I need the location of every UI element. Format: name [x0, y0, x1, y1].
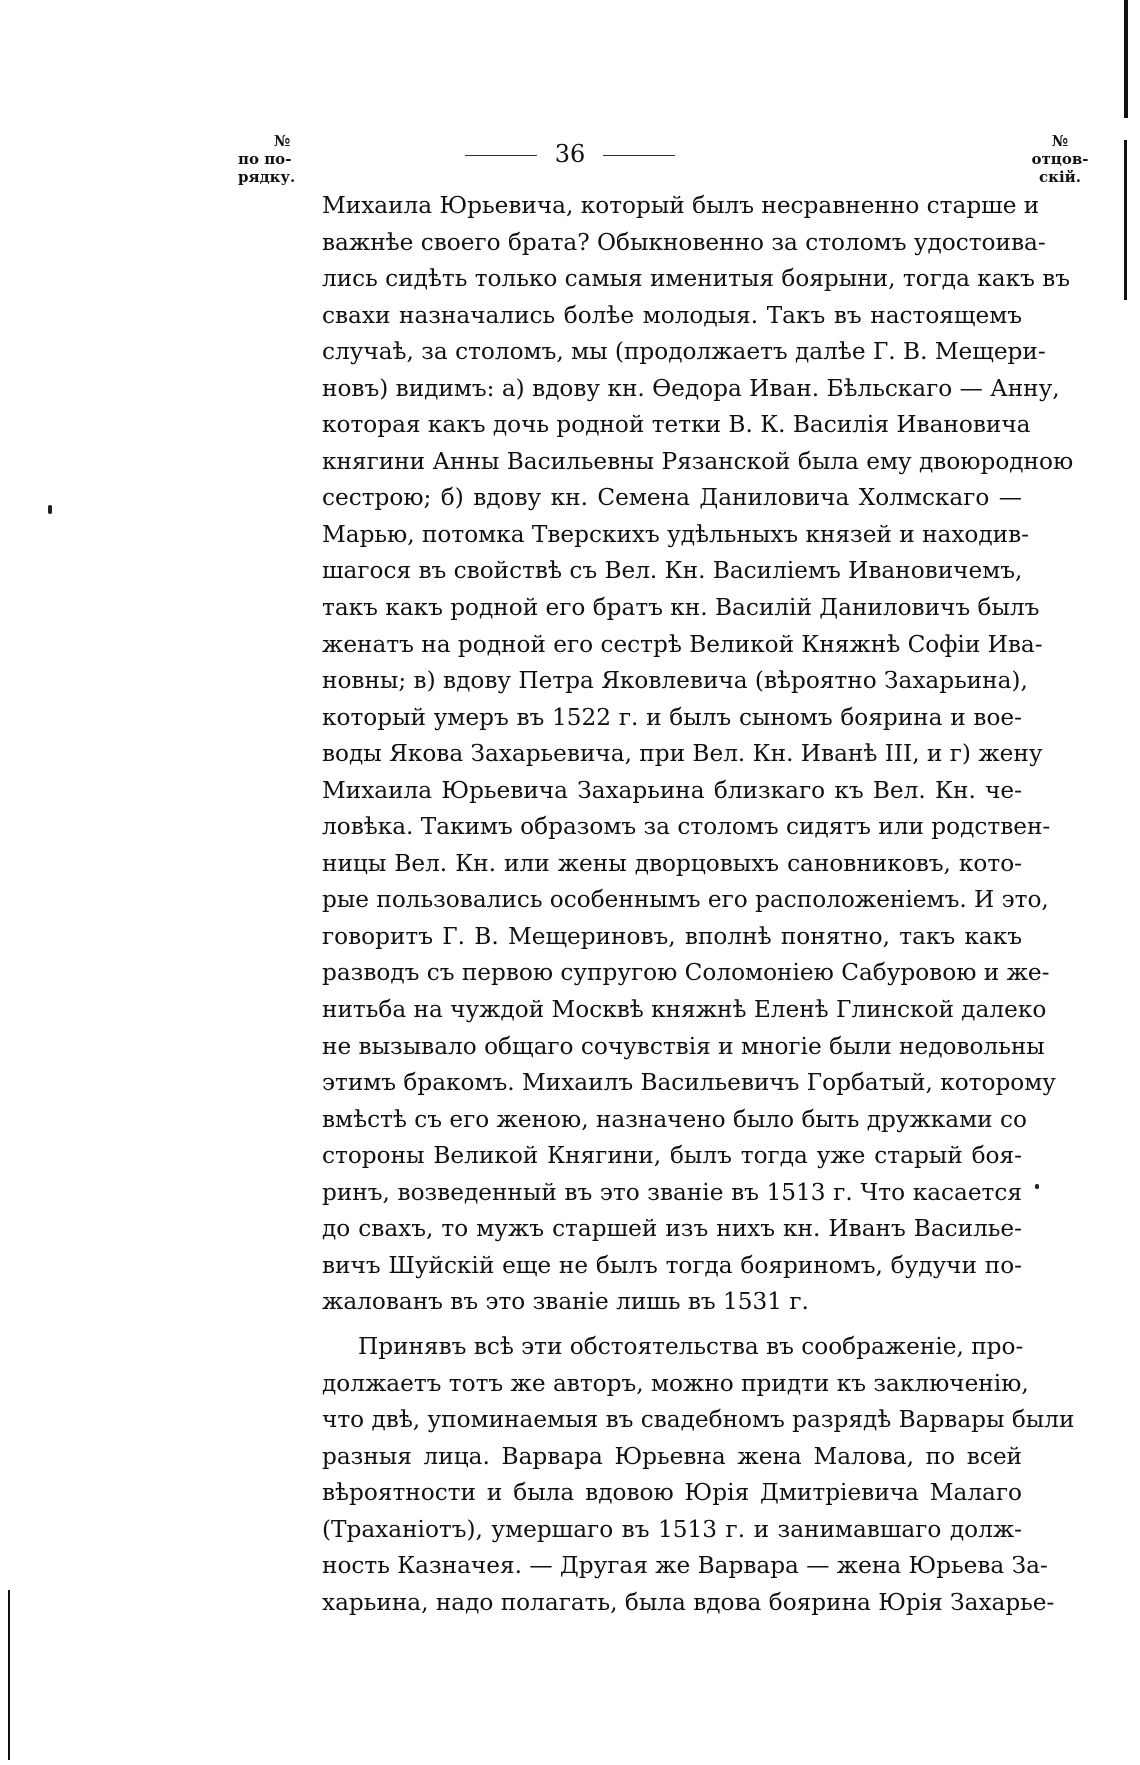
- scan-speck: [1035, 1184, 1039, 1189]
- text-line: (Траханіотъ), умершаго въ 1513 г. и занимавшаго долж-: [322, 1515, 1022, 1543]
- paragraph-gap: [322, 1321, 1022, 1329]
- text-line: новъ) видимъ: а) вдову кн. Ѳедора Иван. Бѣльскаго — Анну,: [322, 374, 1060, 402]
- text-line: говоритъ Г. В. Мещериновъ, вполнѣ понятно, такъ какъ: [322, 922, 1022, 950]
- text-line: шагося въ свойствѣ съ Вел. Кн. Василіемъ Ивановичемъ,: [322, 557, 1023, 585]
- text-line: свахи назначались болѣе молодыя. Такъ въ настоящемъ: [322, 301, 1022, 329]
- text-line: стороны Великой Княгини, былъ тогда уже старый боя-: [322, 1142, 1022, 1170]
- text-line: важнѣе своего брата? Обыкновенно за столомъ удостоива-: [322, 228, 1046, 256]
- text-line: не вызывало общаго сочувствія и многіе были недовольны: [322, 1032, 1045, 1060]
- text-line: нитьба на чуждой Москвѣ княжнѣ Еленѣ Глинской далеко: [322, 996, 1047, 1024]
- scan-edge-line: [8, 1590, 10, 1760]
- body-text: [322, 188, 1075, 1621]
- text-line: до свахъ, то мужъ старшей изъ нихъ кн. Иванъ Василье-: [322, 1215, 1022, 1243]
- text-line: новны; в) вдову Петра Яковлевича (вѣроятно Захарьина),: [322, 667, 1028, 695]
- column-label-line: отцов-: [1031, 150, 1089, 168]
- text-line: которая какъ дочь родной тетки В. К. Василія Ивановича: [322, 411, 1031, 439]
- text-line: разводъ съ первою супругою Соломоніею Сабуровою и же-: [322, 959, 1050, 987]
- text-line: жалованъ въ это званіе лишь въ 1531 г.: [322, 1288, 809, 1316]
- text-line: Марью, потомка Тверскихъ удѣльныхъ князей и находив-: [322, 520, 1030, 548]
- text-line: воды Якова Захарьевича, при Вел. Кн. Иванѣ III, и г) жену: [322, 740, 1043, 768]
- text-line: Михаила Юрьевича Захарьина близкаго къ Вел. Кн. че-: [322, 776, 1022, 804]
- text-line: такъ какъ родной его братъ кн. Василій Даниловичъ былъ: [322, 594, 1040, 622]
- text-line: этимъ бракомъ. Михаилъ Васильевичъ Горбатый, которому: [322, 1069, 1056, 1097]
- text-line: женатъ на родной его сестрѣ Великой Княжнѣ Софіи Ива-: [322, 630, 1043, 658]
- text-line: ловѣка. Такимъ образомъ за столомъ сидятъ или родствен-: [322, 813, 1051, 841]
- column-label-line: по по-: [238, 150, 292, 168]
- text-line: ность Казначея. — Другая же Варвара — жена Юрьева За-: [322, 1552, 1048, 1580]
- text-line: харьина, надо полагать, была вдова боярина Юрія Захарье-: [322, 1588, 1055, 1616]
- text-line: ницы Вел. Кн. или жены дворцовыхъ сановниковъ, кото-: [322, 849, 1022, 877]
- text-line: Принявъ всѣ эти обстоятельства въ соображеніе, про-: [358, 1332, 1024, 1360]
- scan-edge-line: [1124, 0, 1128, 118]
- number-sign: №: [1051, 132, 1069, 150]
- number-sign: №: [274, 132, 291, 150]
- text-line: княгини Анны Васильевны Рязанской была ему двоюродною: [322, 447, 1074, 475]
- text-line: должаетъ тотъ же авторъ, можно придти къ заключенію,: [322, 1369, 1029, 1397]
- header-rule-right: [603, 155, 675, 157]
- paragraph-1: [322, 188, 1074, 1321]
- text-line: рые пользовались особеннымъ его расположеніемъ. И это,: [322, 886, 1049, 914]
- right-column-label: [1025, 132, 1095, 186]
- paragraph-2: [322, 1329, 1075, 1621]
- header-rule-left: [465, 155, 537, 157]
- column-label-line: скій.: [1038, 168, 1081, 186]
- scan-speck: [48, 505, 52, 514]
- text-line: вичъ Шуйскій еще не былъ тогда бояриномъ, будучи по-: [322, 1251, 1022, 1279]
- text-line: что двѣ, упоминаемыя въ свадебномъ разрядѣ Варвары были: [322, 1406, 1075, 1434]
- text-line: ринъ, возведенный въ это званіе въ 1513 г. Что касается: [322, 1178, 1022, 1206]
- column-label-line: рядку.: [238, 168, 296, 186]
- text-line: вѣроятности и была вдовою Юрія Дмитріевича Малаго: [322, 1479, 1022, 1507]
- left-column-label: [238, 132, 328, 186]
- text-line: случаѣ, за столомъ, мы (продолжаетъ далѣе Г. В. Мещери-: [322, 338, 1046, 366]
- text-line: разныя лица. Варвара Юрьевна жена Малова, по всей: [322, 1442, 1022, 1470]
- text-line: вмѣстѣ съ его женою, назначено было быть дружками со: [322, 1105, 1027, 1133]
- text-line: лись сидѣть только самыя именитыя боярыни, тогда какъ въ: [322, 265, 1071, 293]
- text-line: сестрою; б) вдову кн. Семена Даниловича Холмскаго —: [322, 484, 1022, 512]
- page-header: [0, 140, 1140, 168]
- page-number: 36: [554, 140, 586, 168]
- text-line: который умеръ въ 1522 г. и былъ сыномъ боярина и вое-: [322, 703, 1022, 731]
- text-line: Михаила Юрьевича, который былъ несравненно старше и: [322, 192, 1040, 219]
